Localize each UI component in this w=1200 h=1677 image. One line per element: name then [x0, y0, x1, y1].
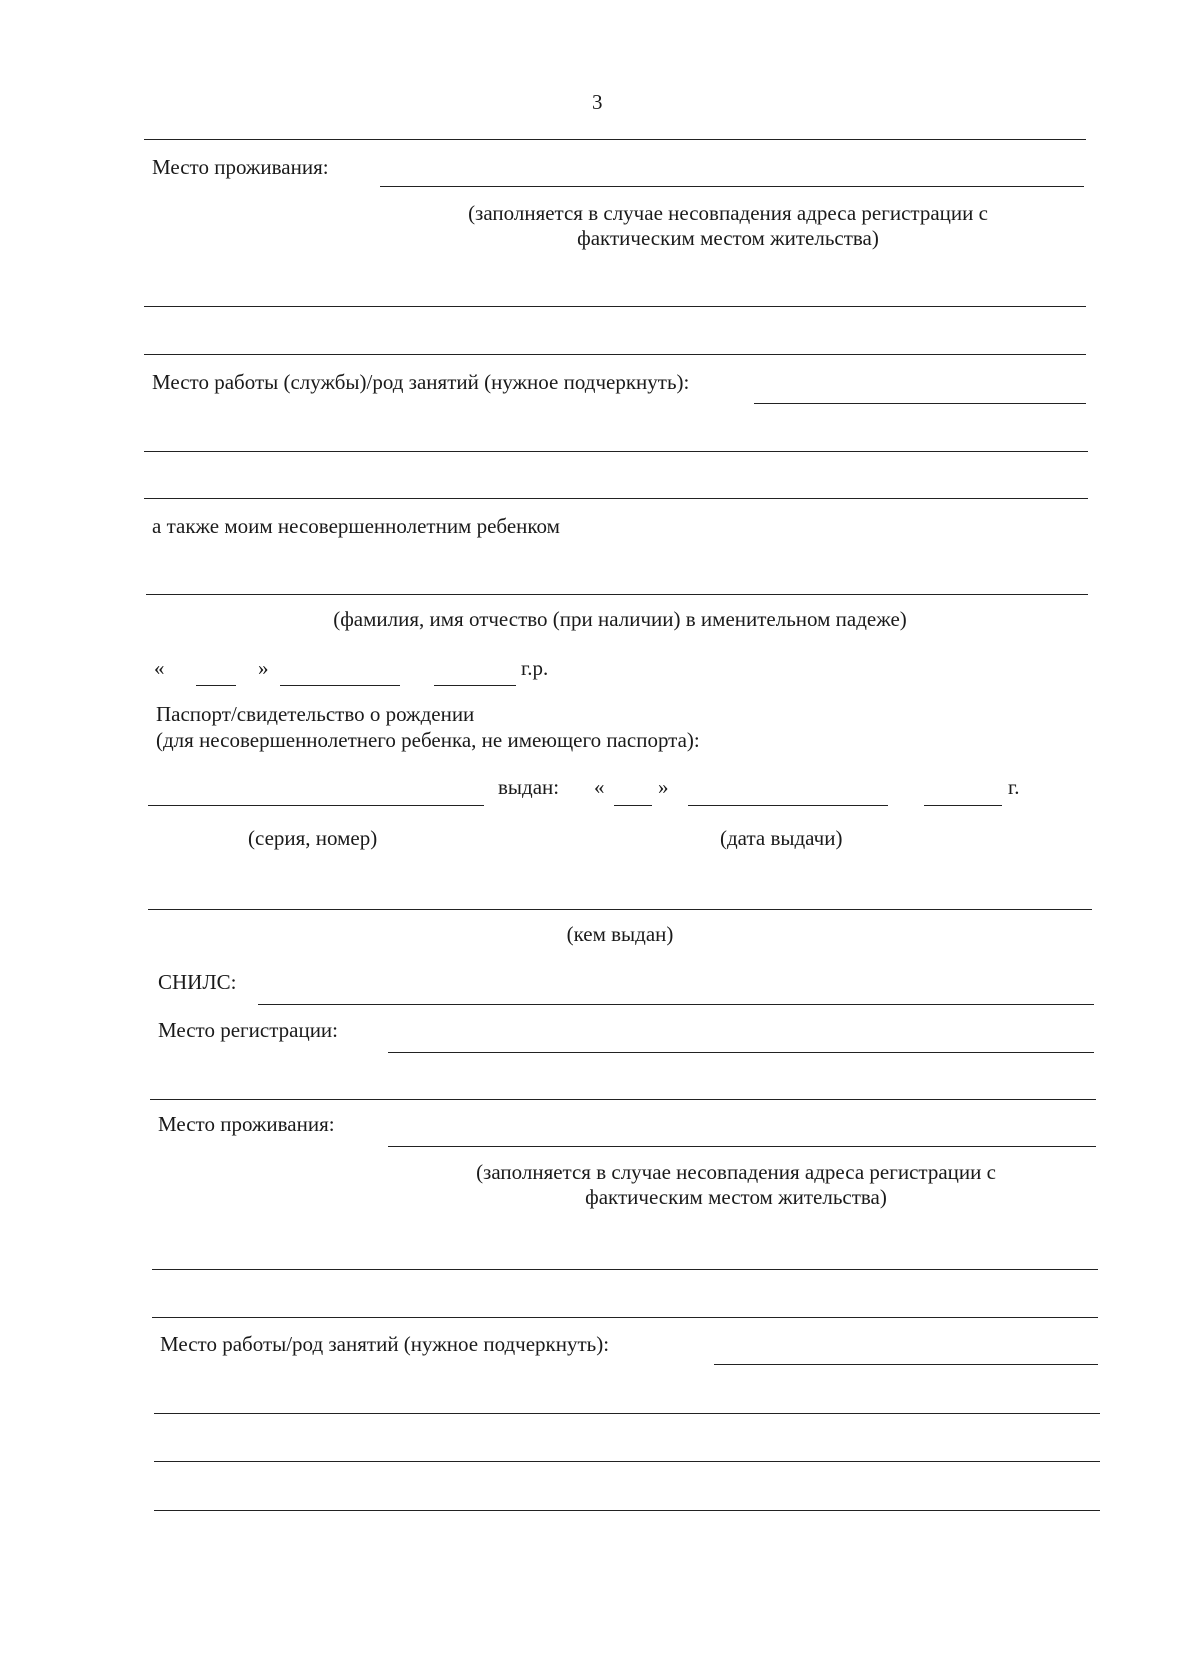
- document-quote-open: «: [594, 775, 605, 799]
- parent-work-field[interactable]: [754, 403, 1086, 404]
- child-work-field[interactable]: [714, 1364, 1098, 1365]
- document-series-field[interactable]: [148, 805, 484, 806]
- page-number: 3: [592, 90, 603, 114]
- child-residence-line-3[interactable]: [152, 1317, 1098, 1318]
- child-name-caption: (фамилия, имя отчество (при наличии) в именительном падеже): [333, 607, 907, 631]
- child-work-line-2[interactable]: [154, 1413, 1100, 1414]
- child-intro: а также моим несовершеннолетним ребенком: [152, 514, 560, 538]
- document-label-line1: Паспорт/свидетельство о рождении: [156, 702, 475, 726]
- document-issuer-caption: (кем выдан): [566, 922, 674, 946]
- child-snils-label: СНИЛС:: [158, 970, 237, 994]
- parent-residence-label: Место проживания:: [152, 155, 329, 179]
- document-series-caption: (серия, номер): [248, 826, 378, 850]
- child-residence-label: Место проживания:: [158, 1112, 335, 1136]
- parent-residence-note: (заполняется в случае несовпадения адреса регистрации с фактическим местом жительства): [468, 201, 988, 250]
- document-issuer-field[interactable]: [148, 909, 1092, 910]
- child-residence-field[interactable]: [388, 1146, 1096, 1147]
- child-residence-line-2[interactable]: [152, 1269, 1098, 1270]
- birth-month-field[interactable]: [280, 685, 400, 686]
- document-day-field[interactable]: [614, 805, 652, 806]
- child-work-line-4[interactable]: [154, 1510, 1100, 1511]
- document-quote-close: »: [658, 775, 669, 799]
- parent-work-label: Место работы (службы)/род занятий (нужное подчеркнуть):: [152, 370, 690, 394]
- child-residence-note: (заполняется в случае несовпадения адреса регистрации с фактическим местом жительства): [476, 1160, 996, 1209]
- child-registration-field[interactable]: [388, 1052, 1094, 1053]
- document-month-field[interactable]: [688, 805, 888, 806]
- parent-work-line-3[interactable]: [144, 498, 1088, 499]
- birth-quote-open: «: [154, 656, 165, 680]
- parent-residence-line-2[interactable]: [144, 306, 1086, 307]
- child-work-line-3[interactable]: [154, 1461, 1100, 1462]
- document-year-suffix: г.: [1008, 775, 1020, 799]
- parent-work-line-2[interactable]: [144, 451, 1088, 452]
- document-issued-label: выдан:: [498, 775, 560, 799]
- document-date-caption: (дата выдачи): [720, 826, 843, 850]
- document-year-field[interactable]: [924, 805, 1002, 806]
- birth-day-field[interactable]: [196, 685, 236, 686]
- parent-residence-field[interactable]: [380, 186, 1084, 187]
- child-registration-label: Место регистрации:: [158, 1018, 339, 1042]
- birth-quote-close: »: [258, 656, 269, 680]
- child-registration-line-2[interactable]: [150, 1099, 1096, 1100]
- birth-year-field[interactable]: [434, 685, 516, 686]
- child-name-field[interactable]: [146, 594, 1088, 595]
- blank-line[interactable]: [144, 139, 1086, 140]
- document-label-line2: (для несовершеннолетнего ребенка, не имеющего паспорта):: [156, 728, 700, 752]
- birth-suffix: г.р.: [521, 656, 549, 680]
- parent-residence-line-3[interactable]: [144, 354, 1086, 355]
- child-work-label: Место работы/род занятий (нужное подчеркнуть):: [160, 1332, 610, 1356]
- child-snils-field[interactable]: [258, 1004, 1094, 1005]
